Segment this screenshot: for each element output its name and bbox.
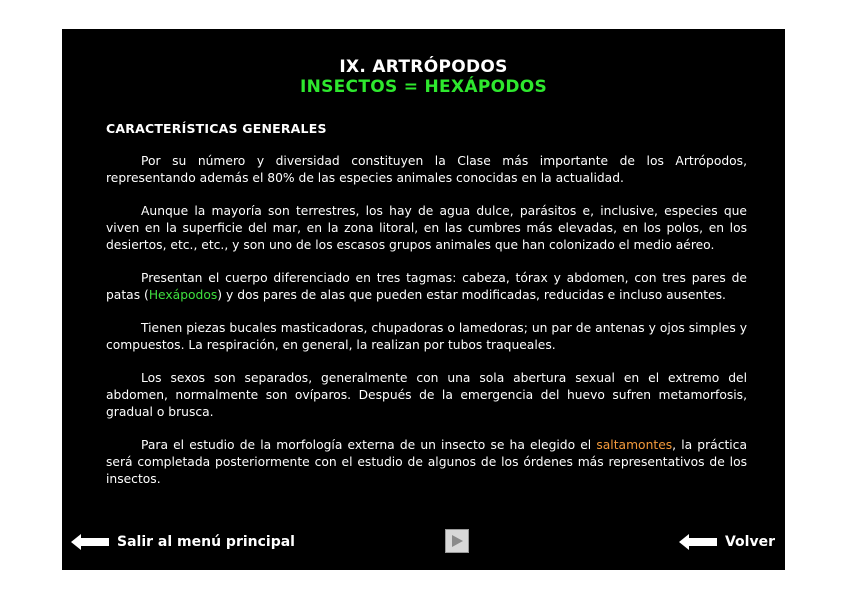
- paragraph-text: , la práctica será completada posteriormente con el estudio de algunos de los órdenes más representativos de los insectos.: [106, 438, 747, 486]
- section-heading: CARACTERÍSTICAS GENERALES: [106, 121, 327, 136]
- arrow-left-icon: [71, 533, 109, 551]
- arrow-left-icon: [679, 533, 717, 551]
- paragraph-text: ) y dos pares de alas que pueden estar modificadas, reducidas e incluso ausentes.: [217, 288, 726, 302]
- page-subtitle: INSECTOS = HEXÁPODOS: [299, 77, 548, 97]
- saltamontes-link[interactable]: saltamontes: [596, 438, 673, 452]
- hexapodos-link[interactable]: Hexápodos: [148, 288, 218, 302]
- main-menu-label: Salir al menú principal: [117, 534, 295, 550]
- paragraph-text: Presentan el cuerpo diferenciado en tres tagmas: cabeza, tórax y abdomen, con tres pares de patas (: [106, 271, 747, 302]
- paragraph-habitat: Aunque la mayoría son terrestres, los hay de agua dulce, parásitos e, inclusive, especies que viven en la superficie del mar, en la zona litoral, en las cumbres más elevadas, en los polos, en los desiertos, etc., etc., y son uno de los escasos grupos animales que han colonizado el medio aéreo.: [106, 204, 747, 252]
- paragraph-body-tagmas: [106, 270, 747, 304]
- play-icon: [450, 534, 464, 548]
- paragraph-mouthparts: Tienen piezas bucales masticadoras, chupadoras o lamedoras; un par de antenas y ojos simples y compuestos. La respiración, en general, la realizan por tubos traqueales.: [106, 321, 747, 352]
- back-button[interactable]: [679, 527, 775, 557]
- paragraph-grasshopper-study: [106, 437, 747, 488]
- paragraph-reproduction: Los sexos son separados, generalmente con una sola abertura sexual en el extremo del abdomen, normalmente son ovíparos. Después de la emergencia del huevo sufren metamorfosis, gradual o brusca.: [106, 371, 747, 419]
- content-body: [106, 153, 747, 504]
- paragraph-number-diversity: Por su número y diversidad constituyen la Clase más importante de los Artrópodos, representando además el 80% de las especies animales conocidas en la actualidad.: [106, 154, 747, 185]
- main-menu-button[interactable]: [71, 527, 295, 557]
- slide-panel: [62, 29, 785, 570]
- navigation-bar: [62, 527, 785, 561]
- title-block: [62, 57, 785, 97]
- paragraph-text: Para el estudio de la morfología externa de un insecto se ha elegido el: [141, 438, 597, 452]
- next-button[interactable]: [445, 529, 469, 553]
- page-title: IX. ARTRÓPODOS: [339, 57, 508, 77]
- back-label: Volver: [724, 534, 775, 550]
